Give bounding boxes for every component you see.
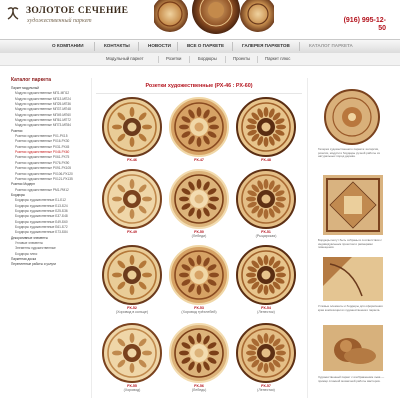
phone-main: (916) 995-12-	[343, 17, 386, 24]
page-title: Розетки художественные (РХ-46 : РХ-60)	[145, 83, 253, 89]
rosette-caption	[102, 384, 162, 392]
rosette-caption	[169, 384, 229, 392]
rosette-caption	[102, 230, 162, 234]
sidebar-item[interactable]: Паркет модульный	[11, 86, 39, 90]
rosette-image[interactable]	[102, 169, 162, 229]
rosette-code[interactable]: РХ-47	[194, 158, 204, 162]
rosette-image[interactable]	[236, 323, 296, 383]
sidebar-subitem[interactable]: Розетки художественные РХ76-РХ90	[15, 160, 70, 165]
rosette-card[interactable]	[169, 97, 229, 162]
rosette-image[interactable]	[169, 245, 229, 305]
brand-name[interactable]: ЗОЛОТОЕ СЕЧЕНИЕ	[26, 6, 129, 16]
subnav-separator	[158, 56, 159, 63]
subnav-item-modular[interactable]: Модульный паркет	[106, 56, 144, 61]
corner-preview-image[interactable]	[322, 256, 384, 302]
sidebar-item[interactable]: Розетки	[11, 128, 23, 133]
rosette-note: (Лепестки)	[257, 388, 275, 393]
rosette-caption	[169, 306, 229, 314]
sidebar-subitem[interactable]: Модули художественные МП61-МП72	[15, 118, 71, 123]
rosette-card[interactable]	[236, 245, 296, 315]
catalog-sidebar	[11, 77, 87, 387]
nav-item-catalog[interactable]: КАТАЛОГ ПАРКЕТА	[309, 43, 353, 48]
sidebar-subitem[interactable]: Розетки художественные РХ16-РХ30	[15, 139, 70, 144]
rosette-code[interactable]: РХ-51	[261, 230, 271, 234]
rosette-image[interactable]	[169, 97, 229, 157]
rosette-image[interactable]	[236, 97, 296, 157]
nav-separator	[138, 42, 139, 51]
rosette-note: (Лебеди)	[191, 234, 207, 239]
nav-item-news[interactable]: НОВОСТИ	[148, 43, 171, 48]
rosette-code[interactable]: РХ-55	[127, 384, 137, 388]
phone-number[interactable]	[344, 17, 386, 33]
rosette-code[interactable]: РХ-46	[127, 158, 137, 162]
subnav-item-rosettes[interactable]: Розетки	[166, 56, 182, 61]
sidebar-subitem[interactable]: Бордюры художественные Б1-Б12	[15, 198, 66, 203]
border-preview-image[interactable]	[322, 174, 384, 236]
main-content	[96, 77, 302, 397]
rosette-card[interactable]	[102, 245, 162, 315]
rosette-card[interactable]	[236, 323, 296, 393]
subnav-separator	[189, 56, 190, 63]
rosette-code[interactable]: РХ-49	[127, 230, 137, 234]
sidebar-item[interactable]: Паркетная доска	[11, 257, 37, 261]
right-column	[312, 88, 396, 398]
sidebar-subitem[interactable]: Розетки художественные РХ121-РХ135	[15, 176, 73, 181]
phone-suffix: 50	[378, 25, 386, 32]
rosette-card[interactable]	[102, 323, 162, 393]
column-divider	[307, 78, 308, 398]
rosette-caption	[102, 306, 162, 314]
sidebar-subitem[interactable]: Бордюры художественные Б61-Б72	[15, 224, 68, 229]
sidebar-subitem[interactable]: Угловые элементы	[15, 240, 43, 245]
sidebar-subitem[interactable]: Модули художественные МП1-МП12	[15, 91, 70, 96]
nav-item-gallery[interactable]: ГАЛЕРЕЯ ПАРКЕТОВ	[242, 43, 290, 48]
subnav-item-projects[interactable]: Проекты	[233, 56, 251, 61]
main-nav	[0, 39, 400, 54]
subnav-separator	[257, 56, 258, 63]
header-parquet-images	[154, 0, 274, 36]
rosette-caption	[169, 230, 229, 238]
sidebar-title: Каталог паркета	[11, 77, 52, 83]
rosette-image[interactable]	[236, 169, 296, 229]
sidebar-subitem[interactable]: Бордюры художественные Б37-Б48	[15, 214, 68, 219]
brand-tagline: художественный паркет	[27, 18, 92, 24]
sidebar-item[interactable]: Розетки Модерн	[11, 182, 35, 187]
rosette-image[interactable]	[169, 169, 229, 229]
right-text-4: Художественный паркет с изображением льва — пример сложной мозаичной работы мастеров.	[318, 375, 385, 383]
sidebar-subitem[interactable]: Розетки художественные РМ1-РМ12	[15, 187, 69, 192]
rosette-caption	[236, 384, 296, 392]
sidebar-subitem[interactable]: Розетки художественные РХ106-РХ120	[15, 171, 73, 176]
rosette-note: (Рыцарская)	[255, 234, 277, 239]
rosette-caption	[236, 230, 296, 238]
sidebar-subitem[interactable]: Бордюры плюс	[15, 251, 38, 256]
subnav-item-parquet-plus[interactable]: Паркет плюс	[265, 56, 291, 61]
rosette-image[interactable]	[169, 323, 229, 383]
rosette-code[interactable]: РХ-50	[194, 230, 204, 234]
right-text-1: Галерея художественного паркета: интарсия, розетки, модули и бордюры ручной работы из натуральных пород дерева.	[318, 147, 380, 159]
sidebar-subitem[interactable]: Модули художественные МП73-МП84	[15, 123, 71, 128]
rosette-note: (Хоровод)	[123, 388, 141, 393]
sidebar-subitem[interactable]: Бордюры художественные Б25-Б36	[15, 208, 68, 213]
lion-parquet-image[interactable]	[322, 324, 384, 372]
nav-separator	[232, 42, 233, 51]
rosette-code[interactable]: РХ-53	[194, 306, 204, 310]
nav-item-contacts[interactable]: КОНТАКТЫ	[104, 43, 130, 48]
sidebar-list	[11, 86, 87, 268]
rosette-code[interactable]: РХ-52	[127, 306, 137, 310]
rosette-card[interactable]	[236, 169, 296, 239]
rosette-code[interactable]: РХ-57	[261, 384, 271, 388]
rosette-card[interactable]	[102, 169, 162, 234]
sidebar-subitem[interactable]: Модули художественные МП25-МП36	[15, 102, 71, 107]
rosette-caption	[236, 158, 296, 162]
rosette-card[interactable]	[169, 323, 229, 393]
rosette-card[interactable]	[236, 97, 296, 162]
rosette-note: (Хоровод трёхлебей)	[181, 310, 217, 315]
rosette-code[interactable]: РХ-48	[261, 158, 271, 162]
rosette-image[interactable]	[102, 245, 162, 305]
rosette-image[interactable]	[236, 245, 296, 305]
rosette-note: (Лебедь)	[191, 388, 207, 393]
right-text-3: Угловые элементы и бордюры для оформления края композиции из художественного паркета.	[318, 304, 383, 312]
rosette-card[interactable]	[102, 97, 162, 162]
site-header	[0, 0, 400, 38]
sidebar-subitem[interactable]: Элементы художественные	[15, 246, 56, 251]
rosette-code[interactable]: РХ-56	[194, 384, 204, 388]
nav-item-all-about-parquet[interactable]: ВСЕ О ПАРКЕТЕ	[187, 43, 225, 48]
rosette-code[interactable]: РХ-54	[261, 306, 271, 310]
subnav-item-borders[interactable]: Бордюры	[198, 56, 217, 61]
rosette-card[interactable]	[169, 169, 229, 239]
sidebar-item[interactable]: Переплетные работы и услуги	[11, 262, 56, 267]
nav-separator	[177, 42, 178, 51]
sidebar-subitem[interactable]: Модули художественные МП49-МП60	[15, 112, 71, 117]
sidebar-item[interactable]: Бордюры	[11, 192, 25, 197]
rosette-image[interactable]	[102, 323, 162, 383]
sidebar-subitem[interactable]: Бордюры художественные Б49-Б60	[15, 219, 68, 224]
rosette-image[interactable]	[102, 97, 162, 157]
sidebar-subitem[interactable]: Розетки художественные РХ61-РХ75	[15, 155, 70, 160]
rosette-caption	[102, 158, 162, 162]
nav-item-about[interactable]: О КОМПАНИИ	[52, 43, 84, 48]
right-text-2: Бордюры могут быть собраны в соответствии с индивидуальным проектом и размерами помещения.	[318, 238, 382, 250]
nav-separator	[299, 42, 300, 51]
sub-nav	[0, 53, 400, 66]
subnav-separator	[225, 56, 226, 63]
sidebar-subitem[interactable]: Бордюры художественные Б73-Б84	[15, 230, 68, 235]
rosette-note: (Лепесток)	[257, 310, 275, 315]
sidebar-subitem[interactable]: Модули художественные МП13-МП24	[15, 96, 71, 101]
rosette-caption	[169, 158, 229, 162]
rosette-preview-image[interactable]	[322, 88, 382, 146]
rosette-caption	[236, 306, 296, 314]
title-divider	[96, 93, 302, 94]
nav-separator	[94, 42, 95, 51]
sidebar-subitem[interactable]: Модули художественные МП37-МП48	[15, 107, 71, 112]
sidebar-subitem[interactable]: Бордюры художественные Б13-Б24	[15, 203, 68, 208]
sidebar-subitem[interactable]: Розетки художественные РХ91-РХ105	[15, 166, 72, 171]
sidebar-item[interactable]: Декоративные элементы	[11, 235, 48, 240]
rosette-note: (Хоровод в кольце)	[115, 310, 149, 315]
sidebar-subitem[interactable]: Розетки художественные РХ31-РХ45	[15, 144, 70, 149]
sidebar-subitem[interactable]: Розетки художественные РХ46-РХ60	[15, 150, 70, 155]
logo-icon[interactable]	[6, 6, 20, 22]
sidebar-subitem[interactable]: Розетки художественные РХ1-РХ15	[15, 134, 68, 139]
rosette-card[interactable]	[169, 245, 229, 315]
column-divider	[91, 78, 92, 398]
